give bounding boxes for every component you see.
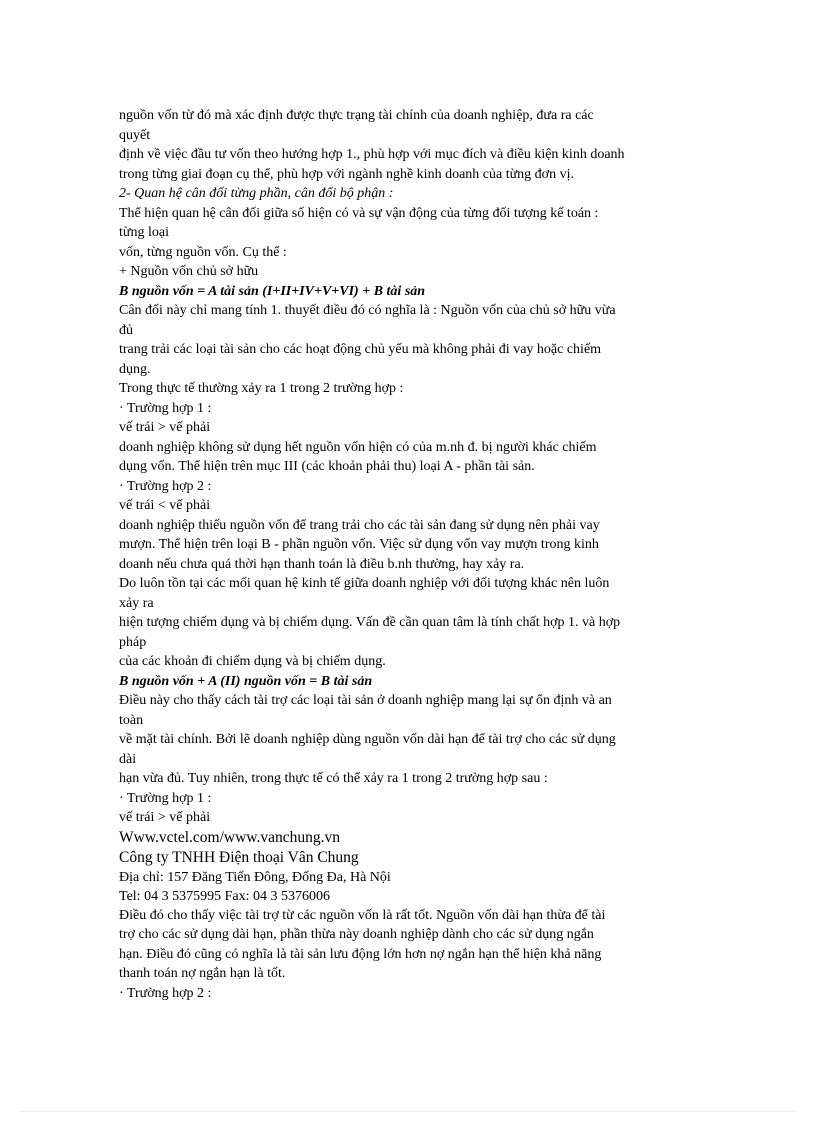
- body-line: dụng.: [119, 361, 151, 377]
- contact-company: Công ty TNHH Điện thoại Vân Chung: [119, 848, 359, 866]
- body-line: Trong thực tế thường xảy ra 1 trong 2 trường hợp :: [119, 381, 404, 396]
- body-line: mượn. Thể hiện trên loại B - phần nguồn vốn. Việc sử dụng vốn vay mượn trong kinh: [119, 537, 599, 552]
- body-line: vế trái < vế phải: [119, 498, 211, 513]
- body-line: dài: [119, 751, 137, 767]
- body-line: Điều này cho thấy cách tài trợ các loại tài sản ở doanh nghiệp mang lại sự ổn định và an: [119, 693, 612, 708]
- body-line: quyết: [119, 127, 151, 143]
- page-bottom-divider: [20, 1111, 796, 1112]
- body-line: từng loại: [119, 225, 169, 240]
- contact-block: [119, 828, 709, 906]
- body-line: trang trải các loại tài sản cho các hoạt động chủ yếu mà không phải đi vay hoặc chiếm: [119, 342, 602, 357]
- body-line: hiện tượng chiếm dụng và bị chiếm dụng. Vấn đề cần quan tâm là tính chất hợp 1. và hợp: [119, 615, 621, 630]
- body-line: hạn. Điều đó cũng có nghĩa là tài sản lưu động lớn hơn nợ ngắn hạn thể hiện khả năng: [119, 946, 602, 962]
- body-line: doanh nếu chưa quá thời hạn thanh toán là điều b.nh thường, hay xảy ra.: [119, 556, 525, 572]
- case-label: · Trường hợp 2 :: [119, 478, 212, 494]
- contact-address: Địa chỉ: 157 Đăng Tiến Đông, Đống Đa, Hà Nội: [119, 869, 391, 885]
- body-line: vế trái > vế phải: [119, 420, 211, 435]
- body-line: doanh nghiệp thiếu nguồn vốn để trang trải cho các tài sản đang sử dụng nên phải vay: [119, 517, 600, 533]
- case-label: · Trường hợp 2 :: [119, 985, 212, 1001]
- body-line: vốn, từng nguồn vốn. Cụ thể :: [119, 244, 287, 260]
- section-heading: 2- Quan hệ cân đối từng phần, cân đối bộ phận :: [119, 186, 394, 201]
- body-line: toàn: [119, 712, 144, 728]
- body-line: thanh toán nợ ngắn hạn là tốt.: [119, 966, 286, 981]
- body-line: + Nguồn vốn chủ sở hữu: [119, 264, 259, 279]
- body-line: Thể hiện quan hệ cân đối giữa số hiện có và sự vận động của từng đối tượng kế toán :: [119, 205, 599, 221]
- body-line: Do luôn tồn tại các mối quan hệ kinh tế giữa doanh nghiệp với đối tượng khác nên luôn: [119, 576, 610, 591]
- body-line: dụng vốn. Thể hiện trên mục III (các khoản phải thu) loại A - phần tài sản.: [119, 459, 535, 474]
- body-line: đủ: [119, 322, 133, 338]
- body-line: doanh nghiệp không sử dụng hết nguồn vốn hiện có của m.nh đ. bị người khác chiếm: [119, 439, 597, 455]
- body-line: của các khoản đi chiếm dụng và bị chiếm dụng.: [119, 654, 386, 669]
- body-line: pháp: [119, 634, 147, 650]
- body-line: trợ cho các sử dụng dài hạn, phần thừa này doanh nghiệp dành cho các sử dụng ngắn: [119, 927, 594, 942]
- contact-phone: Tel: 04 3 5375995 Fax: 04 3 5376006: [119, 888, 330, 904]
- body-line: định về việc đầu tư vốn theo hướng hợp 1., phù hợp với mục đích và điều kiện kinh doanh: [119, 147, 625, 162]
- body-line: Điều đó cho thấy việc tài trợ từ các nguồn vốn là rất tốt. Nguồn vốn dài hạn thừa để tài: [119, 907, 606, 923]
- body-line: vế trái > vế phải: [119, 810, 211, 825]
- formula-heading: B nguồn vốn + A (II) nguồn vốn = B tài sản: [119, 673, 373, 689]
- document-body: [119, 106, 709, 1003]
- body-line: trong từng giai đoạn cụ thể, phù hợp với ngành nghề kinh doanh của từng đơn vị.: [119, 166, 574, 182]
- case-label: · Trường hợp 1 :: [119, 790, 212, 806]
- body-line: Cân đối này chỉ mang tính 1. thuyết điều đó có nghĩa là : Nguồn vốn của chủ sở hữu vừa: [119, 303, 616, 318]
- body-line: nguồn vốn từ đó mà xác định được thực trạng tài chính của doanh nghiệp, đưa ra các: [119, 108, 594, 123]
- case-label: · Trường hợp 1 :: [119, 400, 212, 416]
- body-line: xảy ra: [119, 595, 154, 611]
- formula-heading: B nguồn vốn = A tài sản (I+II+IV+V+VI) + B tài sản: [119, 283, 426, 299]
- contact-website: Www.vctel.com/www.vanchung.vn: [119, 828, 340, 846]
- body-line: hạn vừa đủ. Tuy nhiên, trong thực tế có thể xảy ra 1 trong 2 trường hợp sau :: [119, 771, 548, 786]
- body-line: về mặt tài chính. Bởi lẽ doanh nghiệp dùng nguồn vốn dài hạn để tài trợ cho các sử dụng: [119, 732, 616, 747]
